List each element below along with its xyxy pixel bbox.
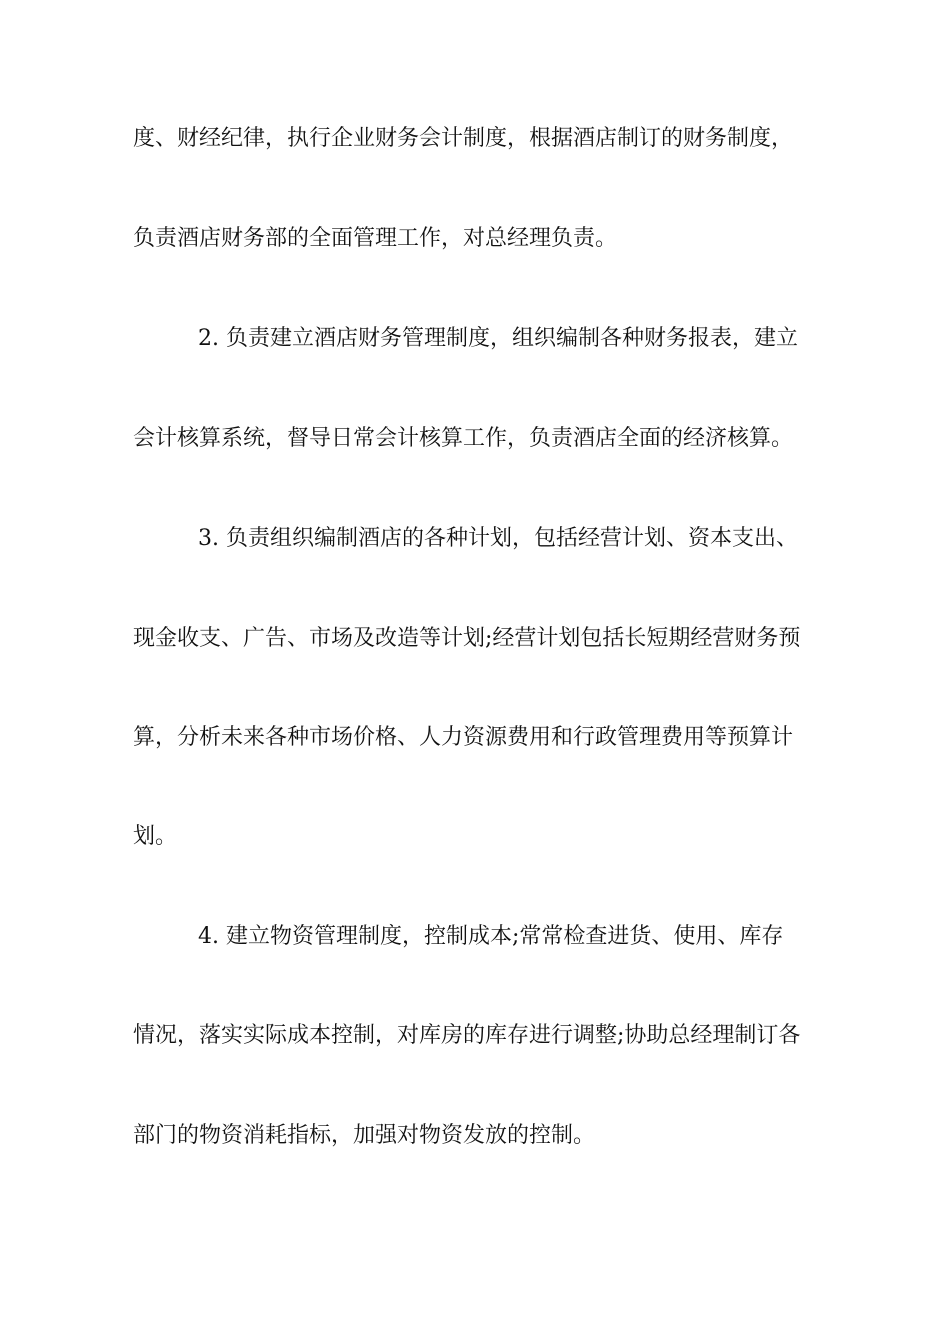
text-line: 算，分析未来各种市场价格、人力资源费用和行政管理费用等预算计 <box>133 725 794 750</box>
text-line: 划。 <box>133 824 178 849</box>
text-line: 负责酒店财务部的全面管理工作，对总经理负责。 <box>133 226 618 251</box>
paragraph-4-start: 4. 建立物资管理制度，控制成本;常常检查进货、使用、库存 <box>198 924 784 949</box>
paragraph-2-start: 2. 负责建立酒店财务管理制度，组织编制各种财务报表，建立 <box>198 326 798 351</box>
text-line: 情况，落实实际成本控制，对库房的库存进行调整;协助总经理制订各 <box>133 1023 801 1048</box>
text-line: 度、财经纪律，执行企业财务会计制度，根据酒店制订的财务制度， <box>133 126 794 151</box>
text-line: 会计核算系统，督导日常会计核算工作，负责酒店全面的经济核算。 <box>133 426 794 451</box>
paragraph-3-start: 3. 负责组织编制酒店的各种计划，包括经营计划、资本支出、 <box>198 526 798 551</box>
text-line: 现金收支、广告、市场及改造等计划;经营计划包括长短期经营财务预 <box>133 626 801 651</box>
text-line: 部门的物资消耗指标，加强对物资发放的控制。 <box>133 1123 596 1148</box>
